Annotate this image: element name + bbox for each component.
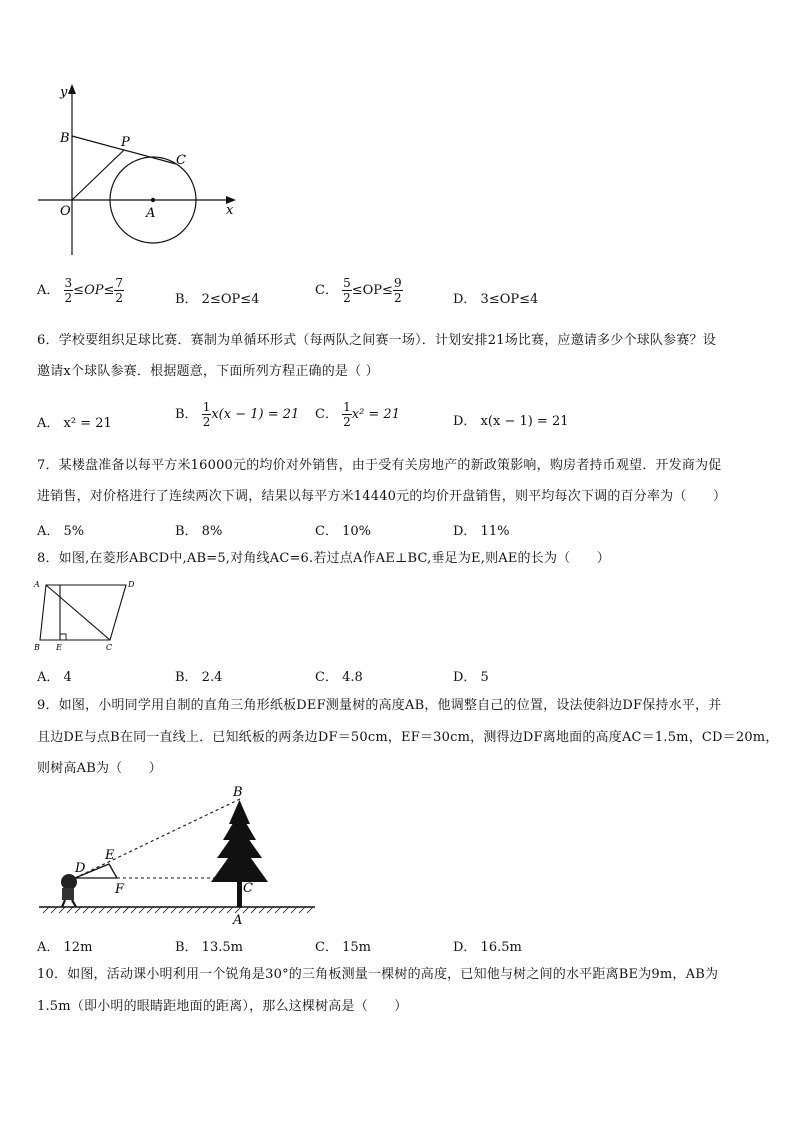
q5-a-mid: ≤OP≤ (73, 283, 115, 298)
coordinate-circle-figure (30, 80, 250, 260)
tree (211, 800, 268, 907)
q5-c-frac1: $\frac{5}{2}$ (343, 276, 351, 305)
q7-line1: 7．某楼盘准备以每平方米16000元的均价对外销售，由于受有关房地产的新政策影响，购房者持币观望．开发商为促 (37, 458, 722, 473)
q5-a-letter: A． (37, 283, 60, 298)
q9-line1: 9．如图，小明同学用自制的直角三角形纸板DEF测量树的高度AB，他调整自己的位置，设法使斜边DF保持水平，并 (37, 698, 722, 713)
q7-option-b: B． 8% (175, 524, 223, 539)
label-f: F (115, 882, 125, 897)
label-p: P (121, 135, 130, 150)
q10-line1: 10．如图，活动课小明利用一个锐角是30°的三角板测量一棵树的高度，已知他与树之间的水平距离BE为9m，AB为 (37, 967, 719, 982)
ground-hatching (43, 907, 313, 913)
q8-option-c: C． 4.8 (315, 670, 363, 685)
label-d: D (75, 861, 86, 876)
q9-option-c: C． 15m (315, 940, 371, 955)
q9-line3: 则树高AB为（ ） (37, 761, 162, 776)
label-a: A (233, 913, 243, 927)
q8-option-d: D． 5 (453, 670, 489, 685)
label-b: B (60, 131, 70, 146)
label-a: A (34, 580, 40, 589)
label-o: O (60, 204, 71, 219)
label-e: E (105, 848, 115, 863)
q5-a-frac2: $\frac{7}{2}$ (115, 276, 124, 305)
q5-option-d: D． 3≤OP≤4 (453, 292, 539, 307)
y-axis-arrow (68, 84, 76, 94)
q5-c-letter: C． (315, 283, 338, 298)
rhombus-abcd (40, 585, 126, 640)
label-y: y (60, 85, 68, 100)
q10-line2: 1.5m（即小明的眼睛距地面的距离），那么这棵树高是（ ） (37, 999, 408, 1014)
label-x: x (226, 203, 234, 218)
q8-line1: 8．如图,在菱形ABCD中,AB=5,对角线AC=6.若过点A作AE⊥BC,垂足为E,则AE的长为（ ） (37, 551, 610, 566)
q8-option-b: B． 2.4 (175, 670, 223, 685)
q5-c-frac2: $\frac{9}{2}$ (393, 276, 402, 305)
q5-option-a (37, 276, 124, 305)
person-figure (61, 874, 77, 907)
q6-c-frac: $\frac{1}{2}$ (343, 400, 351, 429)
label-e: E (56, 643, 62, 652)
segment-op (72, 150, 124, 200)
q6-option-b (175, 400, 299, 429)
tree-measure-figure (35, 782, 320, 927)
q9-option-b: B． 13.5m (175, 940, 243, 955)
q6-b-frac: $\frac{1}{2}$ (202, 400, 211, 429)
label-b: B (233, 785, 243, 800)
q6-b-letter: B． (175, 407, 198, 422)
q5-c-mid: ≤OP≤ (351, 283, 393, 298)
sight-line-db (75, 799, 240, 878)
q7-option-d: D． 11% (453, 524, 510, 539)
q7-line2: 进销售，对价格进行了连续两次下调，结果以每平方米14440元的均价开盘销售，则平均每次下调的百分率为（ ） (37, 489, 727, 504)
label-c: C (176, 153, 186, 168)
label-d: D (128, 580, 135, 589)
q6-line1: 6．学校要组织足球比赛．赛制为单循环形式（每两队之间赛一场）．计划安排21场比赛，应邀请多少个球队参赛？设 (37, 333, 716, 348)
q7-option-c: C． 10% (315, 524, 371, 539)
label-c: C (243, 881, 253, 896)
q7-option-a: A． 5% (37, 524, 85, 539)
q6-c-letter: C． (315, 407, 338, 422)
q6-option-d: D． x(x − 1) = 21 (453, 414, 569, 429)
point-a-dot (151, 198, 155, 202)
right-angle-mark (60, 634, 66, 640)
label-c: C (106, 643, 113, 652)
q6-b-tail: x(x − 1) = 21 (211, 407, 300, 422)
q5-option-c (315, 276, 403, 305)
q9-option-d: D． 16.5m (453, 940, 522, 955)
q6-c-tail: x² = 21 (351, 407, 400, 422)
q6-line2: 邀请x个球队参赛．根据题意，下面所列方程正确的是（ ） (37, 364, 379, 379)
q5-a-frac1: $\frac{3}{2}$ (64, 276, 73, 305)
q9-line2: 且边DE与点B在同一直线上．已知纸板的两条边DF＝50cm，EF＝30cm，测得边DF离地面的高度AC＝1.5m，CD＝20m， (37, 730, 779, 745)
rhombus-figure (30, 578, 140, 654)
diagonal-ac (46, 585, 110, 640)
q6-option-a: A． x² = 21 (37, 416, 112, 431)
q9-option-a: A． 12m (37, 940, 93, 955)
q6-option-c (315, 400, 400, 429)
label-a: A (146, 206, 156, 221)
label-b: B (34, 643, 40, 652)
q8-option-a: A． 4 (37, 670, 72, 685)
q5-option-b: B． 2≤OP≤4 (175, 292, 260, 307)
